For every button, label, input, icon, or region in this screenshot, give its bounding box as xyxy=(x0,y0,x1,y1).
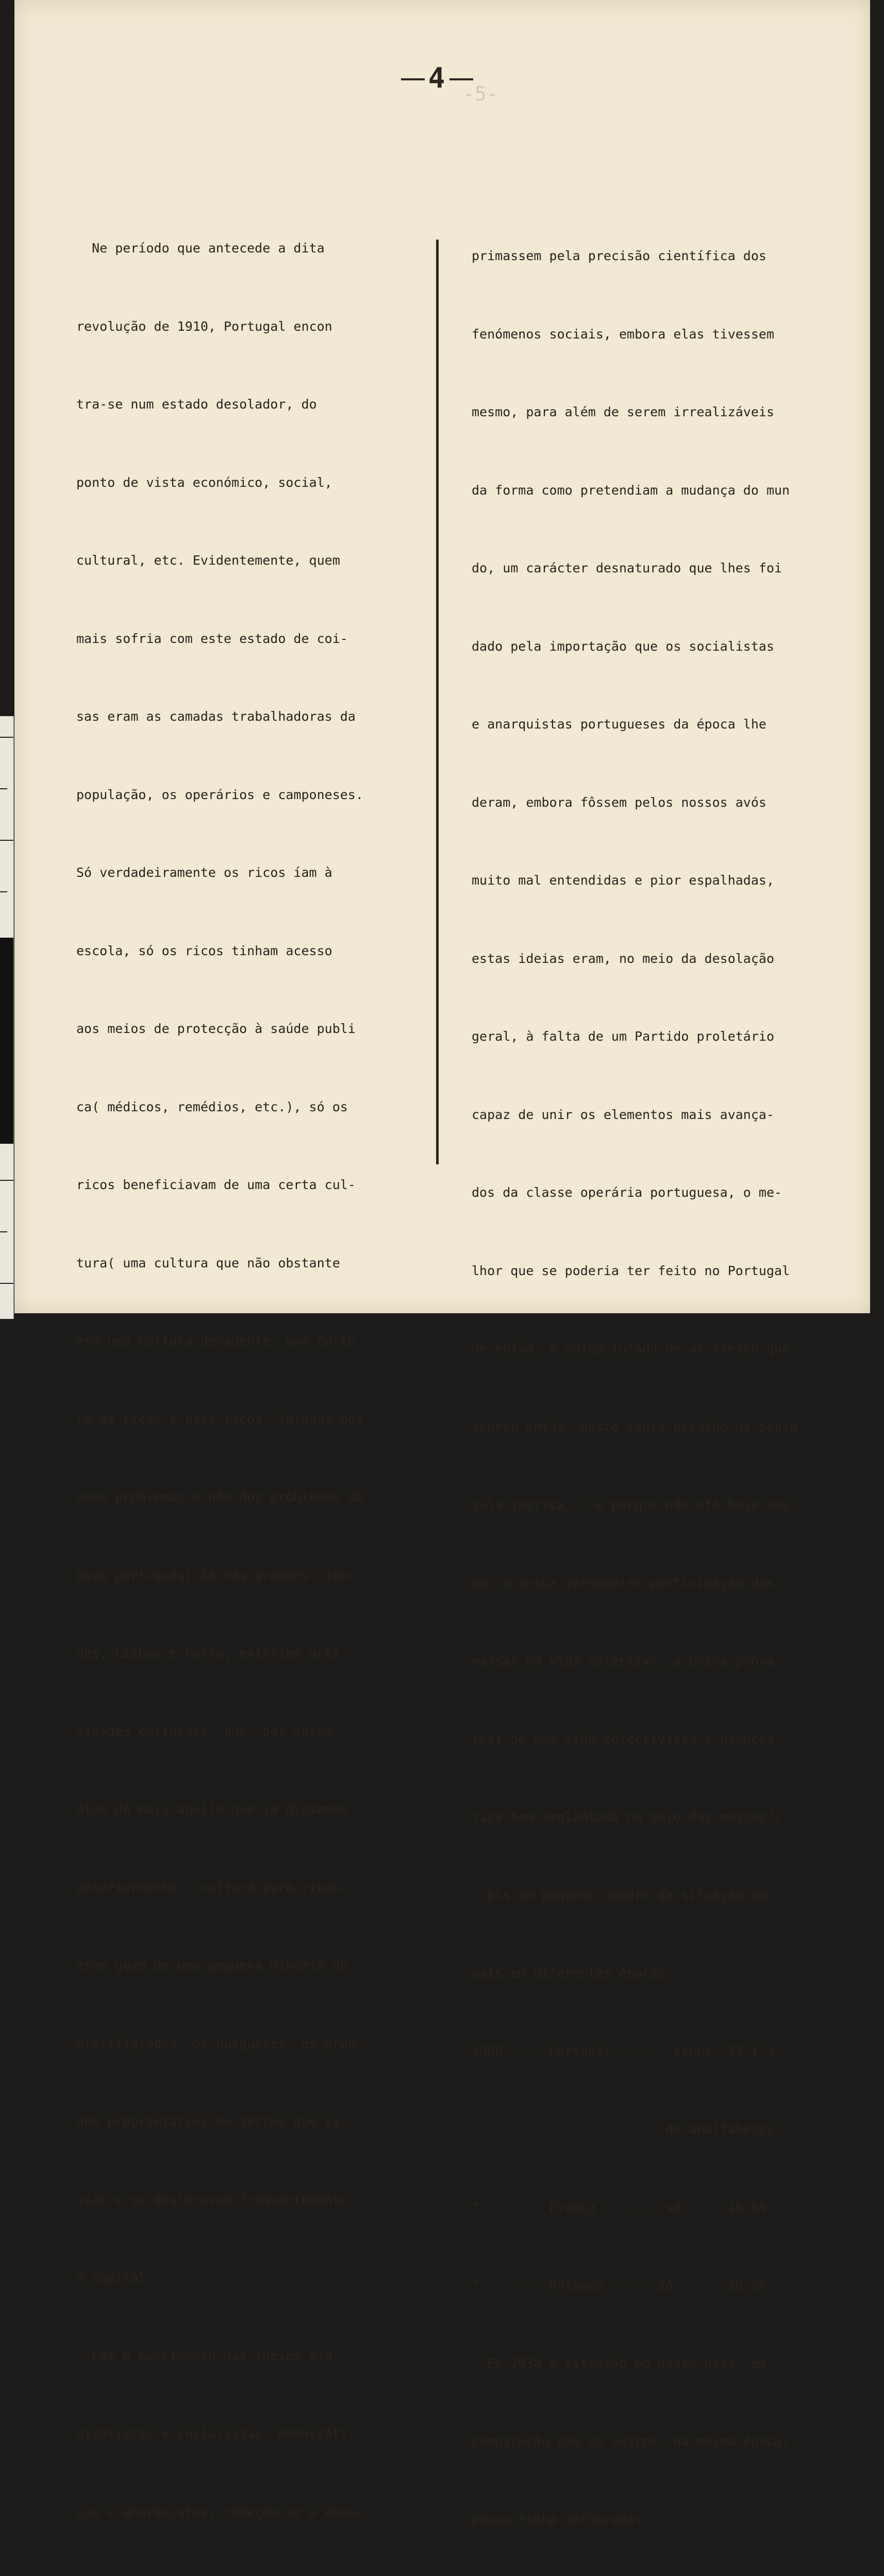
left-text-column xyxy=(76,183,391,2576)
text-line: sula ibérica, ( e porque não até hoje mes- xyxy=(472,1497,798,1512)
text-line: estas ideias eram, no meio da desolação xyxy=(472,951,774,966)
text-line: pouco tinha melhorado: xyxy=(472,2512,643,2527)
text-line: além do mais aquilo que já dissemos xyxy=(76,1802,348,1817)
text-line: ca( médicos, remédios, etc.), só os xyxy=(76,1099,348,1114)
text-line: Em 1930 a situação no nosso país, em xyxy=(472,2355,766,2371)
table-row: " ---- Holanda ------só 10,9% xyxy=(472,2278,766,2293)
text-line: anteriormente - cultura para ricos- xyxy=(76,1879,348,1895)
text-line: tica bem implantada no seio das massas?). xyxy=(472,1809,790,1824)
text-line: Só verdadeiramente os ricos íam à xyxy=(76,865,332,880)
text-line: real de uma vida colectivista e democrá xyxy=(472,1731,774,1747)
text-line: ra de ricos e para ricos, falando dos xyxy=(76,1411,363,1427)
text-line: cas e anarquistas, começam-se a espa- xyxy=(76,2504,363,2519)
table-row: 1900 ---- Portugal ------ tinha 73,1 % xyxy=(472,2043,774,2059)
text-line: eram gozo de uma pequena minoria de xyxy=(76,1958,348,1973)
text-line: país em diferentes épocas: xyxy=(472,1965,674,1980)
text-line: era uma cultura decadente, uma cultu xyxy=(76,1333,356,1348)
table-row: de analfabetos xyxy=(472,2122,774,2137)
text-line: des, Lisboa e Porto, existiam acti- xyxy=(76,1646,348,1660)
text-line: mesmo, para além de serem irrealizáveis xyxy=(472,404,774,419)
text-line: cultural, etc. Evidentemente, quem xyxy=(76,553,340,568)
text-line: vidades culturais, que, por serem xyxy=(76,1723,332,1739)
text-line: des proprietários de terras que vi- xyxy=(76,2114,348,2129)
text-line: e anarquistas portugueses da época lhe xyxy=(472,717,766,732)
table-row: " ---- França ------ só 16,5% xyxy=(472,2199,766,2215)
text-line: tura( uma cultura que não obstante xyxy=(76,1255,340,1270)
text-line: ricos beneficiavam de uma certa cul- xyxy=(76,1177,356,1192)
right-text-column xyxy=(472,191,812,2576)
text-line: comparação com os outros, na mesma época, xyxy=(472,2434,790,2449)
text-line: soprou então, neste canto perdido da penín xyxy=(472,1419,798,1434)
text-line: deram, embora fôssem pelos nossos avós xyxy=(472,794,766,810)
text-line: revolução de 1910, Portugal encon xyxy=(76,318,332,334)
column-divider-line xyxy=(436,240,439,1164)
text-line: viam e se deslocavam frequentemente xyxy=(76,2192,348,2207)
text-line: população, os operários e camponeses. xyxy=(76,787,363,802)
text-line: muito mal entendidas e pior espalhadas, xyxy=(472,873,774,888)
text-line: capaz de unir os elementos mais avança- xyxy=(472,1107,774,1122)
bleed-through-mark: -5- xyxy=(463,82,498,105)
text-line: geral, à falta de um Partido proletário xyxy=(472,1029,774,1044)
text-line: povo português).Só nas grandes cida- xyxy=(76,1567,356,1583)
text-line: da forma como pretendiam a mudança do mun xyxy=(472,482,790,498)
scale-ruler xyxy=(0,716,14,1319)
text-line: Ne período que antecede a dita xyxy=(76,241,325,256)
text-line: previligiados, os burgueses, os gran- xyxy=(76,2036,363,2051)
text-line: de então, a única lufada de ar fresco que xyxy=(472,1341,790,1356)
text-line: Com o nascimento das ideias sin- xyxy=(76,2348,340,2363)
text-line: aos meios de protecção à saúde publi xyxy=(76,1021,356,1036)
text-line: do, um carácter desnaturado que lhes foi xyxy=(472,561,782,575)
text-line: dado pela importação que os socialistas xyxy=(472,638,774,654)
text-line: seus problemas e não dos problemas do xyxy=(76,1489,363,1504)
text-line: fenómenos sociais, embora elas tivessem xyxy=(472,326,774,342)
text-line: à capital. xyxy=(76,2270,154,2285)
text-line: primassem pela precisão científica dos xyxy=(472,248,766,263)
text-line: Eis um pequeno quadro da situação do xyxy=(472,1887,766,1903)
text-line: dicalistas e socialistas, democráti- xyxy=(76,2426,356,2441)
text-line: mo, a única verdadeira participação das xyxy=(472,1575,774,1590)
text-line: mais sofria com este estado de coi- xyxy=(76,631,348,646)
text-line: dos da classe operária portuguesa, o me- xyxy=(472,1185,782,1200)
text-line: lhor que se poderia ter feito no Portugal xyxy=(472,1263,790,1278)
page-number: 4 xyxy=(401,62,473,94)
text-line: escola, só os ricos tinham acesso xyxy=(76,943,332,958)
text-line: massas na vida colectiva, a única prova xyxy=(472,1653,774,1668)
text-line: tra-se num estado desolador, do xyxy=(76,397,317,412)
text-line: sas eram as camadas trabalhadoras da xyxy=(76,709,356,724)
text-line: ponto de vista económico, social, xyxy=(76,474,332,490)
